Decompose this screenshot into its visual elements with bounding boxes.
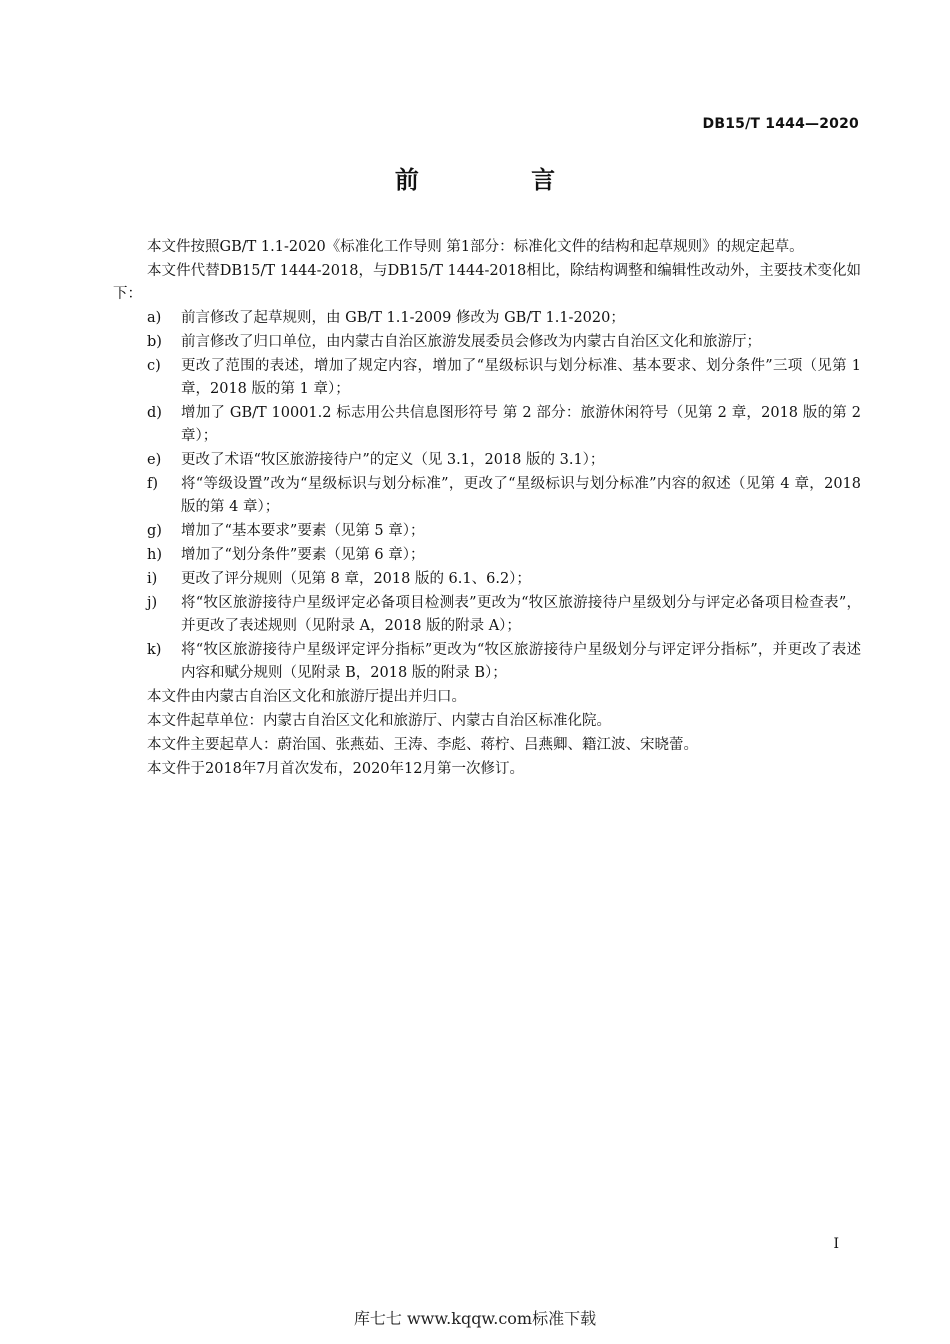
list-marker: c) — [147, 358, 161, 374]
list-item-text: 前言修改了归口单位，由内蒙古自治区旅游发展委员会修改为内蒙古自治区文化和旅游厅； — [181, 334, 761, 350]
changes-list — [113, 307, 861, 685]
outro-paragraph-3: 本文件主要起草人：蔚治国、张燕茹、王涛、李彪、蒋柠、吕燕卿、籍江波、宋晓蕾。 — [147, 737, 698, 753]
list-item-text: 将“等级设置”改为“星级标识与划分标准”，更改了“星级标识与划分标准”内容的叙述（见第 4 章，2018 版的第 4 章）； — [181, 476, 861, 515]
list-item — [113, 592, 861, 638]
foreword-body — [113, 236, 861, 782]
list-item — [113, 331, 861, 354]
list-item-text: 将“牧区旅游接待户星级评定必备项目检测表”更改为“牧区旅游接待户星级划分与评定必备项目检查表”，并更改了表述规则（见附录 A，2018 版的附录 A）； — [181, 595, 861, 634]
list-marker: j) — [147, 595, 158, 611]
list-item-text: 前言修改了起草规则，由 GB/T 1.1-2009 修改为 GB/T 1.1-2020； — [181, 310, 625, 326]
list-item-text: 更改了评分规则（见第 8 章，2018 版的 6.1、6.2）； — [181, 571, 531, 587]
list-marker: b) — [147, 334, 162, 350]
watermark-text: 库七七 www.kqqw.com标准下载 — [353, 1309, 597, 1328]
list-item-text: 更改了范围的表述，增加了规定内容，增加了“星级标识与划分标准、基本要求、划分条件”三项（见第 1 章，2018 版的第 1 章）； — [181, 358, 861, 397]
list-item — [113, 473, 861, 519]
list-item-text: 更改了术语“牧区旅游接待户”的定义（见 3.1，2018 版的 3.1）； — [181, 452, 605, 468]
list-item — [113, 307, 861, 330]
page-title: 前 言 — [394, 166, 608, 194]
document-code: DB15/T 1444—2020 — [702, 116, 859, 132]
list-marker: i) — [147, 571, 158, 587]
list-item — [113, 402, 861, 448]
list-marker: d) — [147, 405, 162, 421]
list-item — [113, 568, 861, 591]
list-marker: a) — [147, 310, 162, 326]
outro-paragraph-4: 本文件于2018年7月首次发布，2020年12月第一次修订。 — [147, 761, 524, 777]
list-item — [113, 544, 861, 567]
list-marker: h) — [147, 547, 162, 563]
list-item — [113, 355, 861, 401]
list-marker: e) — [147, 452, 162, 468]
outro-paragraph-1: 本文件由内蒙古自治区文化和旅游厅提出并归口。 — [147, 689, 466, 705]
outro-paragraph-2: 本文件起草单位：内蒙古自治区文化和旅游厅、内蒙古自治区标准化院。 — [147, 713, 611, 729]
intro-paragraph-2: 本文件代替DB15/T 1444-2018，与DB15/T 1444-2018相比，除结构调整和编辑性改动外，主要技术变化如下： — [113, 263, 861, 302]
list-item-text: 增加了“划分条件”要素（见第 6 章）； — [181, 547, 425, 563]
list-item-text: 增加了 GB/T 10001.2 标志用公共信息图形符号 第 2 部分：旅游休闲符号（见第 2 章，2018 版的第 2 章）； — [181, 405, 861, 444]
list-marker: f) — [147, 476, 159, 492]
list-item-text: 增加了“基本要求”要素（见第 5 章）； — [181, 523, 425, 539]
intro-paragraph-1: 本文件按照GB/T 1.1-2020《标准化工作导则 第1部分：标准化文件的结构和起草规则》的规定起草。 — [147, 239, 804, 255]
list-item — [113, 449, 861, 472]
list-item — [113, 520, 861, 543]
page-number: I — [833, 1236, 839, 1252]
list-marker: k) — [147, 642, 162, 658]
list-item — [113, 639, 861, 685]
list-item-text: 将“牧区旅游接待户星级评定评分指标”更改为“牧区旅游接待户星级划分与评定评分指标”，并更改了表述内容和赋分规则（见附录 B，2018 版的附录 B）； — [181, 642, 861, 681]
list-marker: g) — [147, 523, 162, 539]
